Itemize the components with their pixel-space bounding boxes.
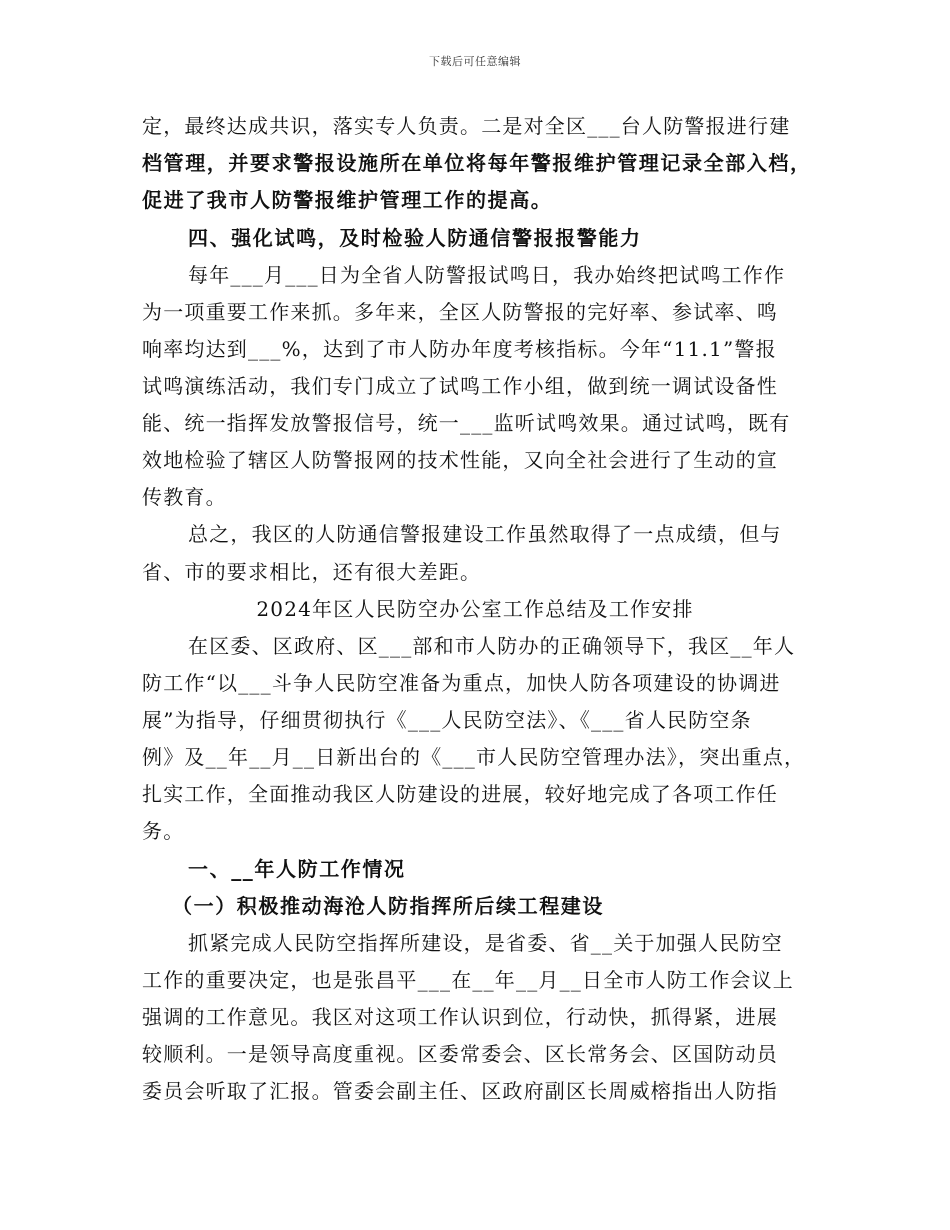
body-line: 档管理，并要求警报设施所在单位将每年警报维护管理记录全部入档， [142, 151, 812, 175]
body-line: 为一项重要工作来抓。多年来，全区人防警报的完好率、参试率、鸣 [142, 300, 778, 324]
page-header: 下载后可任意编辑 [429, 55, 521, 68]
subsection-heading: （一）积极推动海沧人防指挥所后续工程建设 [172, 894, 604, 918]
body-line: 工作的重要决定，也是张昌平___在__年__月__日全市人防工作会议上 [142, 968, 794, 992]
body-line: 定，最终达成共识，落实专人负责。二是对全区___台人防警报进行建 [142, 114, 791, 138]
section-heading: 一、__年人防工作情况 [188, 857, 406, 881]
body-line: 防工作“以___斗争人民防空准备为重点，加快人防各项建设的协调进 [142, 671, 781, 695]
document-title: 2024年区人民防空办公室工作总结及工作安排 [256, 597, 694, 621]
body-line: 强调的工作意见。我区对这项工作认识到位，行动快，抓得紧，进展 [142, 1005, 778, 1029]
body-line: 委员会听取了汇报。管委会副主任、区政府副区长周威榕指出人防指 [142, 1079, 778, 1103]
section-heading: 四、强化试鸣，及时检验人防通信警报报警能力 [188, 226, 642, 250]
body-line: 抓紧完成人民防空指挥所建设，是省委、省__关于加强人民防空 [188, 931, 783, 955]
body-line: 展”为指导，仔细贯彻执行《___人民防空法》、《___省人民防空条 [142, 708, 752, 732]
body-line: 能、统一指挥发放警报信号，统一___监听试鸣效果。通过试鸣，既有 [142, 411, 791, 435]
body-line: 促进了我市人防警报维护管理工作的提高。 [142, 188, 553, 212]
body-line: 较顺利。一是领导高度重视。区委常委会、区长常务会、区国防动员 [142, 1042, 778, 1066]
body-line: 例》及__年__月__日新出台的《___市人民防空管理办法》，突出重点， [142, 745, 806, 769]
body-line: 试鸣演练活动，我们专门成立了试鸣工作小组，做到统一调试设备性 [142, 374, 778, 398]
body-line: 每年___月___日为全省人防警报试鸣日，我办始终把试鸣工作作 [188, 263, 786, 287]
body-line: 扎实工作，全面推动我区人防建设的进展，较好地完成了各项工作任 [142, 782, 778, 806]
body-line: 响率均达到___%，达到了市人防办年度考核指标。今年“11.1”警报 [142, 337, 777, 361]
body-line: 传教育。 [142, 485, 227, 509]
body-line: 总之，我区的人防通信警报建设工作虽然取得了一点成绩，但与 [188, 522, 782, 546]
body-line: 省、市的要求相比，还有很大差距。 [142, 560, 482, 584]
body-line: 效地检验了辖区人防警报网的技术性能，又向全社会进行了生动的宣 [142, 448, 778, 472]
body-line: 务。 [142, 819, 185, 843]
body-line: 在区委、区政府、区___部和市人防办的正确领导下，我区__年人 [188, 634, 796, 658]
